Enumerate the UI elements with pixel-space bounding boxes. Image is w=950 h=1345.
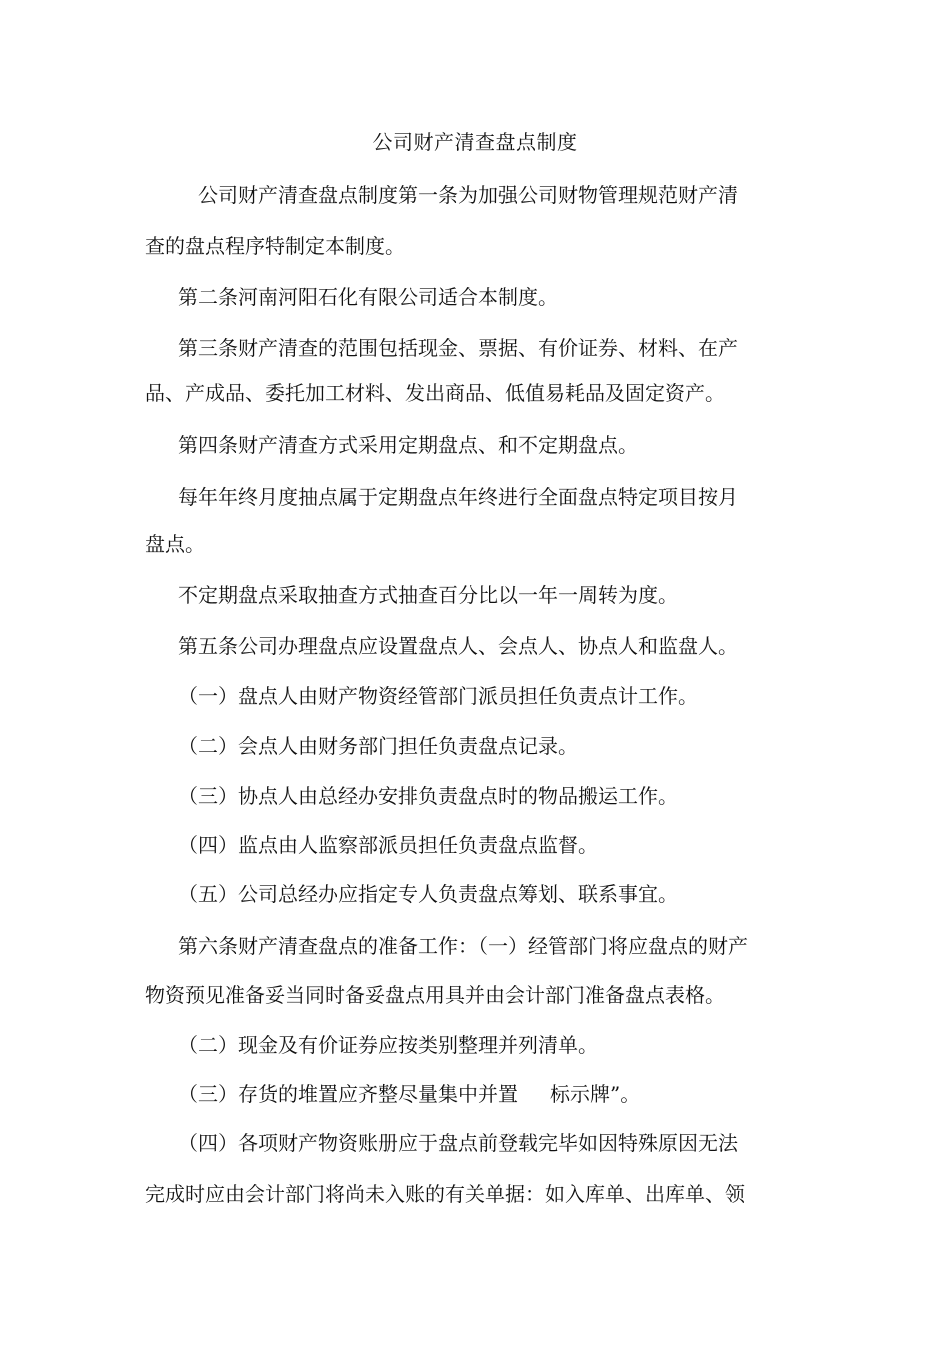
paragraph-line: 完成时应由会计部门将尚未入账的有关单据：如入库单、出库单、领	[145, 1182, 745, 1206]
paragraph-line: （二）会点人由财务部门担任负责盘点记录。	[178, 734, 578, 758]
paragraph-line: （四）各项财产物资账册应于盘点前登载完毕如因特殊原因无法	[178, 1131, 738, 1155]
paragraph-line: 物资预见准备妥当同时备妥盘点用具并由会计部门准备盘点表格。	[145, 983, 725, 1007]
paragraph-line: （一）盘点人由财产物资经管部门派员担任负责点计工作。	[178, 684, 698, 708]
paragraph-line: 第五条公司办理盘点应设置盘点人、会点人、协点人和监盘人。	[178, 634, 738, 658]
paragraph-line: 第四条财产清查方式采用定期盘点、和不定期盘点。	[178, 433, 638, 457]
paragraph-line: 第三条财产清查的范围包括现金、票据、有价证券、材料、在产	[178, 336, 738, 360]
paragraph-line-part: 标示牌”。	[550, 1082, 641, 1106]
paragraph-line	[178, 1080, 640, 1108]
paragraph-line: （三）协点人由总经办安排负责盘点时的物品搬运工作。	[178, 784, 678, 808]
paragraph-line: 第六条财产清查盘点的准备工作：（一）经管部门将应盘点的财产	[178, 934, 748, 958]
document-title: 公司财产清查盘点制度	[372, 130, 578, 154]
paragraph-line: （二）现金及有价证券应按类别整理并列清单。	[178, 1033, 598, 1057]
paragraph-line: 盘点。	[145, 532, 205, 556]
paragraph-line: 品、产成品、委托加工材料、发出商品、低值易耗品及固定资产。	[145, 381, 725, 405]
paragraph-line: （五）公司总经办应指定专人负责盘点筹划、联系事宜。	[178, 882, 678, 906]
paragraph-line: 公司财产清查盘点制度第一条为加强公司财物管理规范财产清	[198, 183, 738, 207]
paragraph-line: 每年年终月度抽点属于定期盘点年终进行全面盘点特定项目按月	[178, 485, 738, 509]
paragraph-line: 不定期盘点采取抽查方式抽查百分比以一年一周转为度。	[178, 583, 678, 607]
paragraph-line: 第二条河南河阳石化有限公司适合本制度。	[178, 285, 558, 309]
paragraph-line-part: （三）存货的堆置应齐整尽量集中并置	[178, 1082, 518, 1106]
paragraph-line: 查的盘点程序特制定本制度。	[145, 234, 405, 258]
paragraph-line: （四）监点由人监察部派员担任负责盘点监督。	[178, 833, 598, 857]
